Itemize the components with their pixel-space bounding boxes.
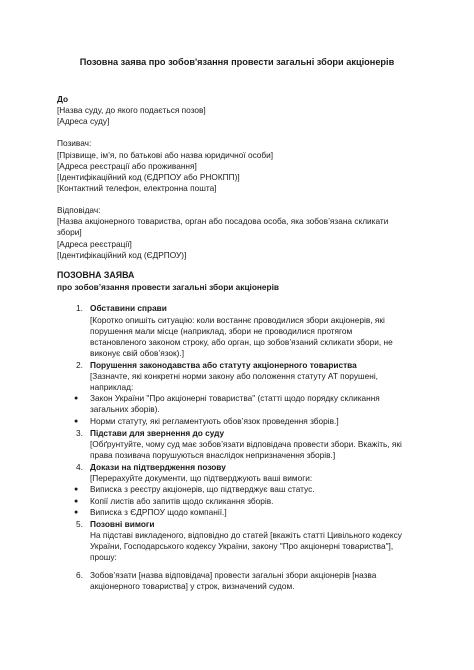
section-line: виконує свій обов’язок).] [90, 348, 185, 358]
section-title: Підстави для звернення до суду [90, 428, 225, 438]
defendant-line: [Адреса реєстрації] [57, 239, 132, 249]
court-line: [Назва суду, до якого подається позов] [57, 105, 206, 115]
section-line: прошу: [90, 552, 117, 562]
defendant-line: [Ідентифікаційний код (ЄДРПОУ)] [57, 250, 187, 260]
bullet-icon: ● [74, 395, 79, 402]
section-line: наприклад: [90, 382, 134, 392]
section-title: Позовні вимоги [90, 519, 155, 529]
section-line: права позивача порушуються внаслідок непризначення зборів.] [90, 450, 336, 460]
bullet-item: Виписка з ЄДРПОУ щодо компанії.] [90, 507, 227, 517]
plaintiff-line: [Адреса реєстрації або проживання] [57, 161, 197, 171]
plaintiff-line: [Контактний телефон, електронна пошта] [57, 183, 217, 193]
bullet-icon: ● [74, 486, 79, 493]
bullet-item: Норми статуту, які регламентують обов’язок проведення зборів.] [90, 416, 339, 426]
section-number: 4. [76, 462, 83, 472]
section-title: Обставини справи [90, 303, 167, 313]
section-number: 2. [76, 360, 83, 370]
section-number: 3. [76, 428, 83, 438]
defendant-line: [Назва акціонерного товариства, орган або посадова особа, яка зобов’язана скликати [57, 216, 389, 226]
bullet-item-cont: загальних зборів). [90, 404, 160, 414]
section-line: встановленого законом строку, або орган, що зобов’язаний скликати збори, не [90, 337, 393, 347]
bullet-item: Копії листів або запитів щодо скликання зборів. [90, 496, 274, 506]
claim-subheading: про зобов’язання провести загальні збори акціонерів [57, 282, 280, 292]
section-line: акціонерного товариства] у строк, визначений судом. [90, 581, 295, 591]
bullet-icon: ● [74, 498, 79, 505]
bullet-item: Закон України "Про акціонерні товариства" (статті щодо порядку скликання [90, 393, 380, 403]
section-title: Докази на підтвердження позову [90, 462, 226, 472]
section-number: 6. [76, 570, 83, 580]
section-line: порушення мали місце (наприклад, збори не проводилися протягом [90, 326, 353, 336]
bullet-icon: ● [74, 418, 79, 425]
section-number: 5. [76, 519, 83, 529]
section-line: [Коротко опишіть ситуацію: коли востаннє проводилися збори акціонерів, які [90, 315, 385, 325]
bullet-icon: ● [74, 509, 79, 516]
section-line: Зобов’язати [назва відповідача] провести загальні збори акціонерів [назва [90, 570, 377, 580]
court-label: До [57, 94, 69, 104]
section-title: Порушення законодавства або статуту акціонерного товариства [90, 360, 357, 370]
section-line: України, Господарського кодексу України, закону "Про акціонерні товариства"], [90, 541, 394, 551]
plaintiff-line: [Ідентифікаційний код (ЄДРПОУ або РНОКПП)] [57, 172, 240, 182]
section-number: 1. [76, 303, 83, 313]
bullet-item: Виписка з реєстру акціонерів, що підтверджує ваш статус. [90, 484, 315, 494]
document-title: Позовна заява про зобов'язання провести загальні збори акціонерів [79, 57, 395, 67]
section-line: [Обґрунтуйте, чому суд має зобов’язати відповідача провести збори. Вкажіть, які [90, 439, 402, 449]
court-line: [Адреса суду] [57, 116, 110, 126]
defendant-line: збори] [57, 227, 82, 237]
section-line: [Зазначте, які конкретні норми закону або положення статуту АТ порушені, [90, 371, 378, 381]
defendant-label: Відповідач: [57, 205, 101, 215]
plaintiff-label: Позивач: [57, 138, 92, 148]
section-line: На підставі викладеного, відповідно до статей [вкажіть статті Цивільного кодексу [90, 530, 402, 540]
section-line: [Перерахуйте документи, що підтверджують ваші вимоги: [90, 473, 313, 483]
plaintiff-line: [Прізвище, ім’я, по батькові або назва юридичної особи] [57, 150, 274, 160]
claim-heading: ПОЗОВНА ЗАЯВА [57, 270, 135, 280]
